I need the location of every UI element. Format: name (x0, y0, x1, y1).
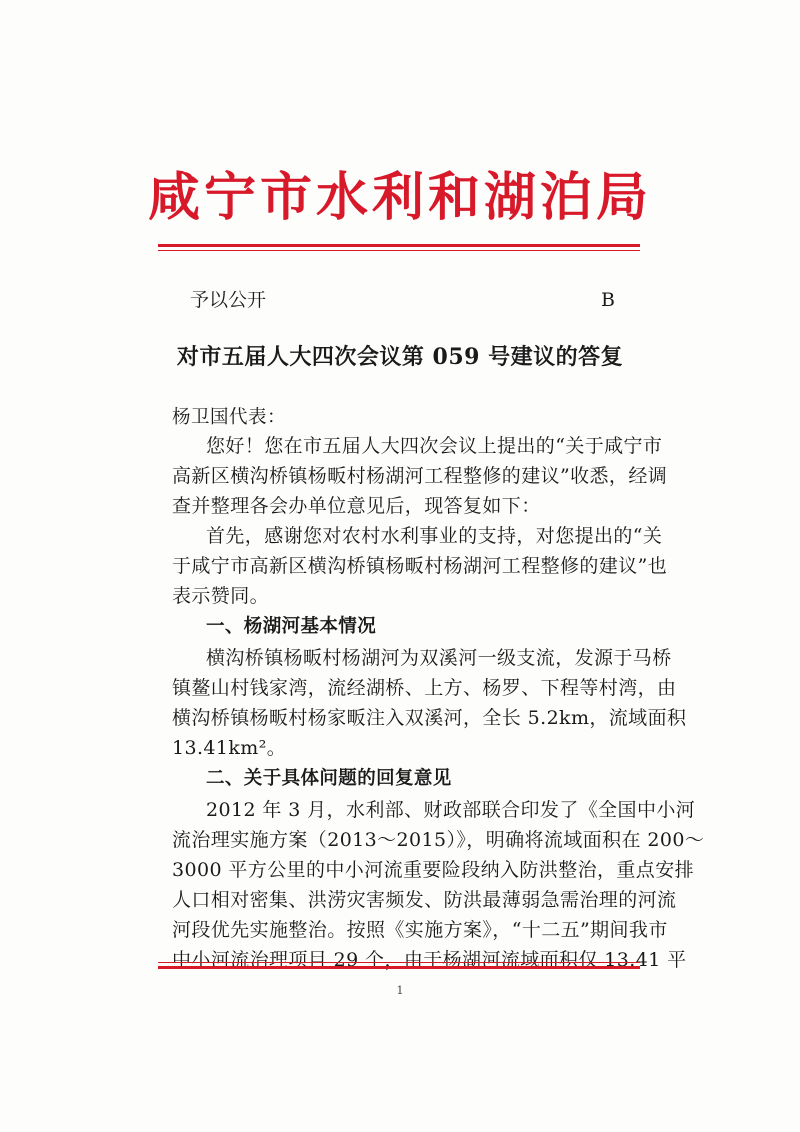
body-line: 表示赞同。 (172, 585, 270, 607)
body-line: 首先，感谢您对农村水利事业的支持，对您提出的“关 (206, 525, 663, 547)
body-line: 人口相对密集、洪涝灾害频发、防洪最薄弱急需治理的河流 (172, 889, 677, 911)
grade-label: B (601, 289, 615, 311)
body-line: 高新区横沟桥镇杨畈村杨湖河工程整修的建议”收悉，经调 (172, 465, 668, 487)
body-line: 横沟桥镇杨畈村杨家畈注入双溪河，全长 5.2km，流域面积 (172, 707, 687, 729)
body-line: 13.41km²。 (172, 737, 287, 759)
body-line: 中小河流治理项目 29 个，由于杨湖河流域面积仅 13.41 平 (172, 949, 687, 971)
footer-rule-thin (158, 962, 640, 963)
body-line: 于咸宁市高新区横沟桥镇杨畈村杨湖河工程整修的建议”也 (172, 555, 668, 577)
letterhead-title: 咸宁市水利和湖泊局 (147, 167, 652, 228)
document-title: 对市五届人大四次会议第 059 号建议的答复 (176, 344, 624, 370)
body-line: 河段优先实施整治。按照《实施方案》，“十二五”期间我市 (172, 919, 668, 941)
body-line: 查并整理各会办单位意见后，现答复如下： (172, 495, 541, 517)
body-line: 横沟桥镇杨畈村杨湖河为双溪河一级支流，发源于马桥 (206, 647, 672, 669)
body-line: 您好！您在市五届人大四次会议上提出的“关于咸宁市 (206, 435, 663, 457)
footer-rule-thick (158, 966, 640, 969)
letterhead-rule-thin (158, 250, 640, 251)
letterhead-rule-thick (158, 244, 640, 247)
page-number: 1 (396, 984, 404, 997)
section-heading-reply: 二、关于具体问题的回复意见 (206, 768, 452, 789)
body-line: 2012 年 3 月，水利部、财政部联合印发了《全国中小河 (206, 799, 696, 821)
section-heading-basic-info: 一、杨湖河基本情况 (206, 616, 377, 637)
body-line: 镇鳌山村钱家湾，流经湖桥、上方、杨罗、下程等村湾，由 (172, 677, 677, 699)
body-line: 3000 平方公里的中小河流重要险段纳入防洪整治，重点安排 (172, 859, 694, 881)
body-line: 流治理实施方案（2013～2015）》，明确将流域面积在 200～ (172, 829, 705, 851)
disclosure-label: 予以公开 (190, 289, 267, 311)
salutation: 杨卫国代表： (172, 407, 287, 428)
